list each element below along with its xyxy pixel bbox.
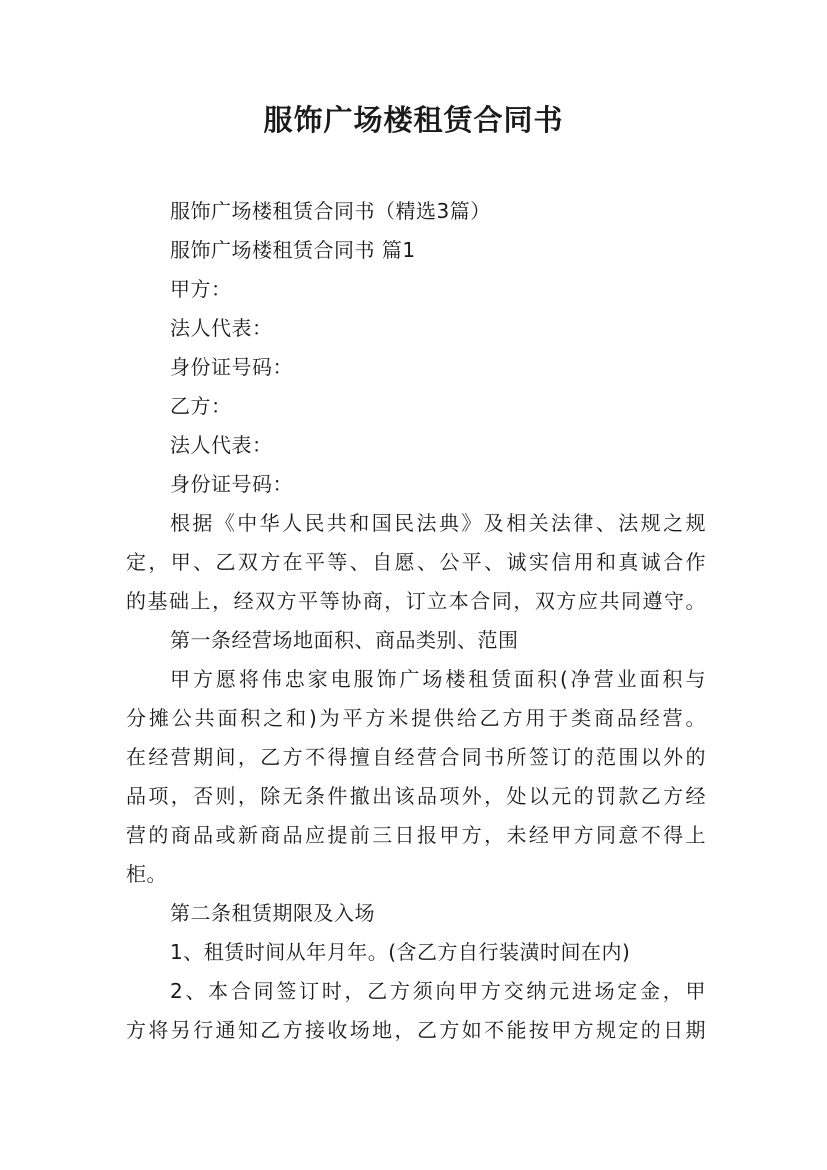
- party-b-label: 乙方：: [170, 394, 232, 418]
- document-title: 服饰广场楼租赁合同书: [263, 103, 564, 137]
- party-b-id-label: 身份证号码：: [170, 472, 293, 496]
- paragraph-line: 定，甲、乙双方在平等、自愿、公平、诚实信用和真诚合作: [126, 550, 706, 574]
- paragraph-line: 在经营期间，乙方不得擅自经营合同书所签订的范围以外的: [126, 745, 706, 769]
- paragraph-line: 品项，否则，除无条件撤出该品项外，处以元的罚款乙方经: [126, 784, 706, 808]
- party-a-id-label: 身份证号码：: [170, 355, 293, 379]
- paragraph-line: 分摊公共面积之和)为平方米提供给乙方用于类商品经营。: [126, 706, 706, 730]
- clause-1: 1、租赁时间从年月年。(含乙方自行装潢时间在内): [170, 940, 631, 964]
- article-2-heading: 第二条租赁期限及入场: [170, 901, 375, 925]
- paragraph-line: 方将另行通知乙方接收场地，乙方如不能按甲方规定的日期: [126, 1018, 706, 1042]
- paragraph-line: 根据《中华人民共和国民法典》及相关法律、法规之规: [170, 511, 706, 535]
- paragraph-line: 营的商品或新商品应提前三日报甲方，未经甲方同意不得上: [126, 823, 706, 847]
- article-1-heading: 第一条经营场地面积、商品类别、范围: [170, 628, 519, 652]
- party-a-legal-rep-label: 法人代表：: [170, 316, 273, 340]
- party-b-legal-rep-label: 法人代表：: [170, 433, 273, 457]
- paragraph-line: 柜。: [126, 862, 167, 886]
- clause-2: 2、本合同签订时，乙方须向甲方交纳元进场定金，甲: [170, 979, 706, 1003]
- paragraph-line: 甲方愿将伟忠家电服饰广场楼租赁面积(净营业面积与: [170, 667, 706, 691]
- section-heading-part1: 服饰广场楼租赁合同书 篇1: [170, 238, 416, 262]
- subtitle-selection: 服饰广场楼租赁合同书（精选3篇）: [170, 199, 491, 223]
- paragraph-line: 的基础上，经双方平等协商，订立本合同，双方应共同遵守。: [126, 589, 706, 613]
- party-a-label: 甲方：: [170, 277, 232, 301]
